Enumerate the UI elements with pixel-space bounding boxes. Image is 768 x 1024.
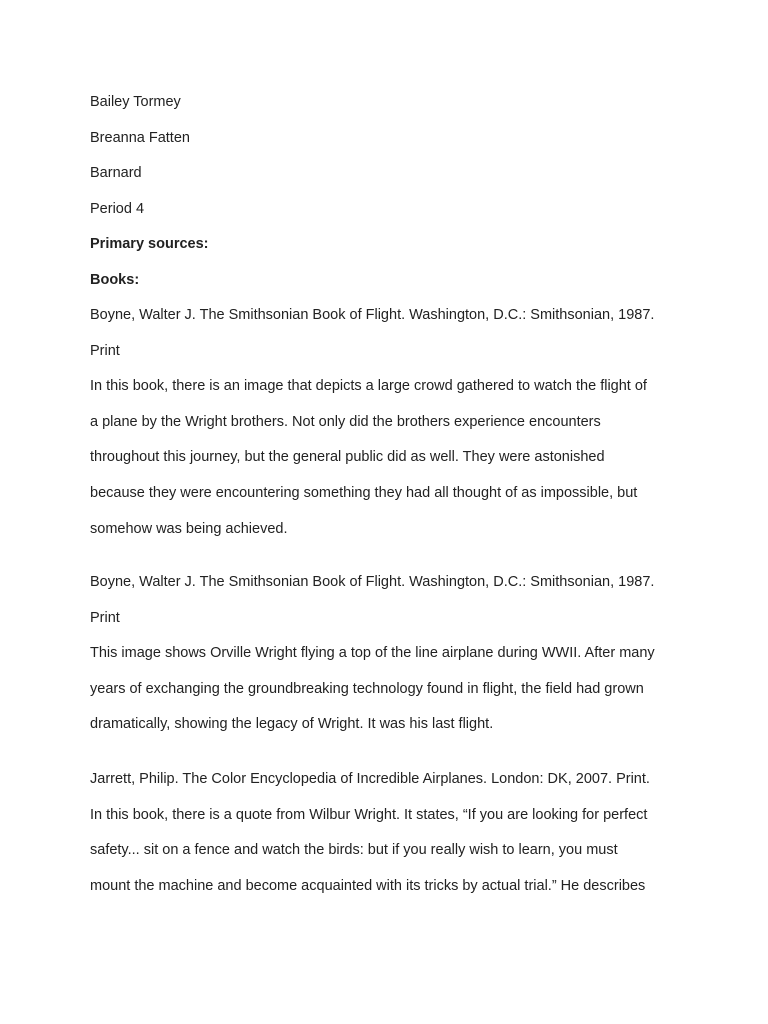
author-name-2: Breanna Fatten: [90, 129, 190, 146]
annotation-line: This image shows Orville Wright flying a top of the line airplane during WWII. After many: [90, 645, 655, 662]
annotation: [90, 369, 690, 547]
citation-line: Jarrett, Philip. The Color Encyclopedia of Incredible Airplanes. London: DK, 2007. Print.: [90, 771, 650, 787]
annotation-line: dramatically, showing the legacy of Wright. It was his last flight.: [90, 716, 494, 733]
annotation-line: safety... sit on a fence and watch the birds: but if you really wish to learn, you must: [90, 842, 618, 859]
annotation-line: In this book, there is a quote from Wilbur Wright. It states, “If you are looking for perfect: [90, 806, 648, 823]
document-header: [90, 88, 690, 302]
primary-sources-heading: Primary sources:: [90, 236, 209, 253]
books-heading: Books:: [90, 271, 140, 288]
citation-line: Boyne, Walter J. The Smithsonian Book of Flight. Washington, D.C.: Smithsonian, 1987.: [90, 307, 655, 323]
citation-line: Print: [90, 609, 120, 626]
annotation-line: because they were encountering something they had all thought of as impossible, but: [90, 484, 638, 501]
citation-line: Print: [90, 342, 120, 359]
annotation-line: somehow was being achieved.: [90, 520, 288, 537]
author-name-1: Bailey Tormey: [90, 94, 181, 110]
bibliography-entry: [90, 762, 690, 904]
class-period: Period 4: [90, 200, 145, 217]
bibliography-entry: [90, 298, 690, 547]
annotation-line: In this book, there is an image that depicts a large crowd gathered to watch the flight of: [90, 378, 647, 395]
annotation-line: years of exchanging the groundbreaking technology found in flight, the field had grown: [90, 680, 644, 697]
teacher-name: Barnard: [90, 165, 142, 182]
annotation-line: throughout this journey, but the general public did as well. They were astonished: [90, 449, 605, 466]
annotation-line: mount the machine and become acquainted with its tricks by actual trial.” He describes: [90, 877, 646, 894]
annotation: [90, 798, 690, 905]
annotation: [90, 636, 690, 743]
citation-line: Boyne, Walter J. The Smithsonian Book of Flight. Washington, D.C.: Smithsonian, 1987.: [90, 574, 655, 590]
bibliography-entry: [90, 565, 690, 743]
annotation-line: a plane by the Wright brothers. Not only did the brothers experience encounters: [90, 413, 601, 430]
